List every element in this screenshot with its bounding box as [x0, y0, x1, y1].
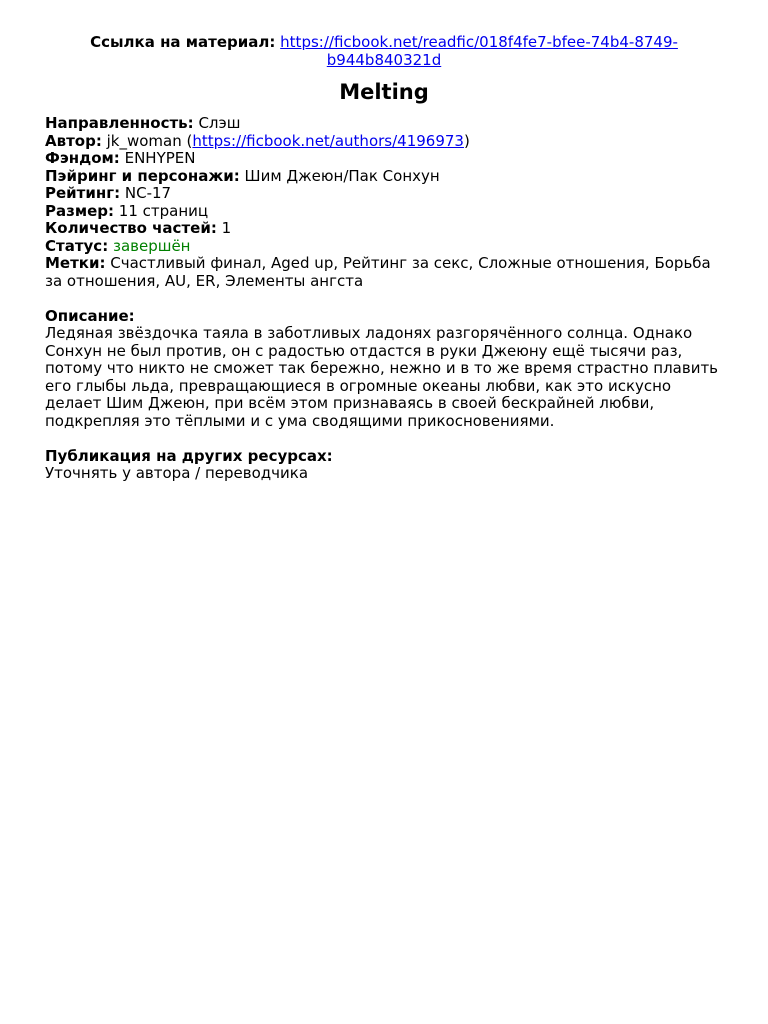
author-link-wrap: (https://ficbook.net/authors/4196973)	[186, 131, 470, 150]
size-value: 11 страниц	[118, 201, 209, 220]
author-name: jk_woman	[106, 131, 182, 150]
source-line	[45, 33, 723, 69]
description-block	[45, 308, 723, 431]
description-text: Ледяная звёздочка таяла в заботливых ладонях разгорячённого солнца. Однако Сонхун не был против, он с радостью отдастся в руки Джеюну ещё тысячи раз, потому что никто не сможет так бережно, нежно и в то же время страстно плавить его глыбы льда, превращающиеся в огромные океаны любви, как это искусно делает Шим Джеюн, при всём этом признаваясь в своей бескрайней любви, подкрепляя это тёплыми и с ума сводящими прикосновениями.	[45, 324, 719, 430]
tags-value: Счастливый финал, Aged up, Рейтинг за секс, Сложные отношения, Борьба за отношения, AU, ER, Элементы ангста	[45, 254, 711, 290]
meta-fandom	[45, 150, 723, 168]
spacer	[45, 290, 723, 308]
meta-author	[45, 133, 723, 151]
status-label: Статус:	[45, 236, 109, 255]
tags-label: Метки:	[45, 254, 106, 272]
direction-label: Направленность:	[45, 114, 194, 132]
author-label: Автор:	[45, 131, 102, 150]
source-link[interactable]: https://ficbook.net/readfic/018f4fe7-bfee-74b4-8749-b944b840321d	[280, 33, 678, 69]
meta-direction	[45, 115, 723, 133]
publication-label: Публикация на других ресурсах:	[45, 446, 333, 465]
direction-value: Слэш	[198, 114, 241, 132]
meta-rating	[45, 185, 723, 203]
description-label: Описание:	[45, 306, 135, 325]
spacer	[45, 430, 723, 448]
status-value: завершён	[112, 236, 191, 255]
meta-parts	[45, 220, 723, 238]
parts-value: 1	[221, 219, 232, 237]
work-title: Melting	[339, 80, 429, 104]
source-label: Ссылка на материал:	[90, 33, 276, 51]
document-page	[45, 33, 723, 483]
author-link[interactable]: https://ficbook.net/authors/4196973	[192, 131, 464, 150]
meta-size	[45, 203, 723, 221]
pairing-value: Шим Джеюн/Пак Сонхун	[244, 166, 440, 185]
meta-pairing	[45, 168, 723, 186]
size-label: Размер:	[45, 201, 115, 220]
metadata-block	[45, 115, 723, 290]
pairing-label: Пэйринг и персонажи:	[45, 166, 240, 185]
parts-label: Количество частей:	[45, 219, 217, 237]
fandom-value: ENHYPEN	[124, 149, 196, 167]
meta-tags	[45, 255, 723, 290]
rating-label: Рейтинг:	[45, 184, 121, 202]
meta-status	[45, 238, 723, 256]
rating-value: NC-17	[124, 184, 172, 202]
publication-text: Уточнять у автора / переводчика	[45, 464, 309, 482]
fandom-label: Фэндом:	[45, 149, 120, 167]
publication-block	[45, 448, 723, 483]
